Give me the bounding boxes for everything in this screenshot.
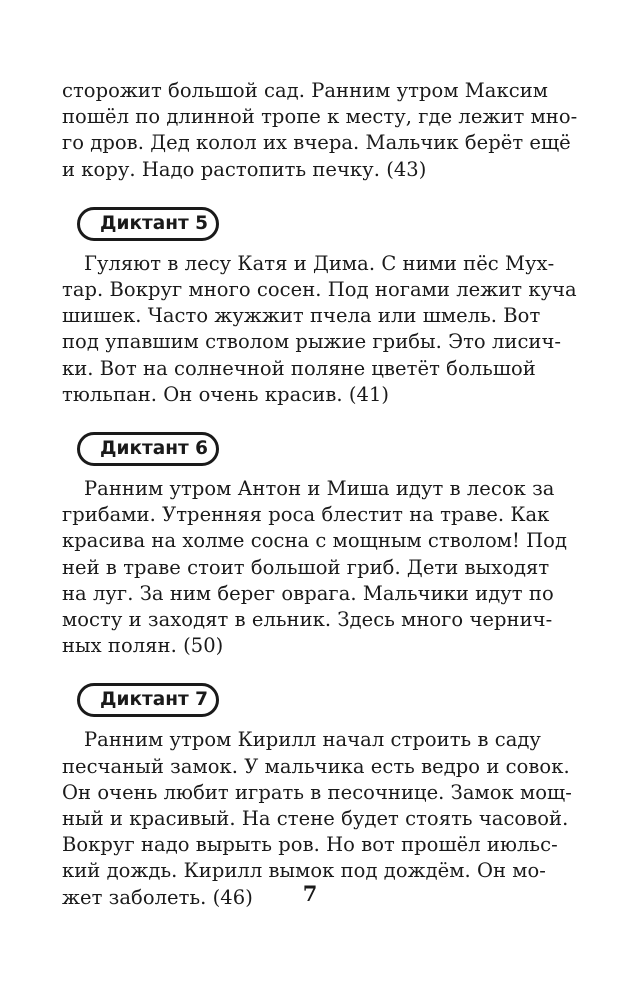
page-number: 7 [302,881,318,906]
dictation-5-text [62,251,577,408]
text-line: ных полян. (50) [62,634,224,658]
dictation-6-heading: Диктант 6 [77,432,219,466]
text-line: на луг. За ним берег оврага. Мальчики идут по [62,581,554,605]
dictation-6-text [62,476,568,659]
text-line: Ранним утром Кирилл начал строить в саду [84,728,541,752]
intro-paragraph [62,78,578,183]
text-line: пошёл по длинной тропе к месту, где лежит мно- [62,105,578,129]
text-line: го дров. Дед колол их вчера. Мальчик берёт ещё [62,131,571,155]
text-line: кий дождь. Кирилл вымок под дождём. Он мо- [62,859,546,883]
text-line: Он очень любит играть в песочнице. Замок мощ- [62,780,572,804]
text-line: песчаный замок. У мальчика есть ведро и совок. [62,754,570,778]
text-line: ный и красивый. На стене будет стоять часовой. [62,807,569,831]
text-line: тар. Вокруг много сосен. Под ногами лежит куча [62,278,577,302]
dictation-6-heading-wrap [62,432,562,472]
text-line: грибами. Утренняя роса блестит на траве. Как [62,503,550,527]
text-line: и кору. Надо растопить печку. (43) [62,157,427,181]
dictation-5-heading: Диктант 5 [77,207,219,241]
text-line: красива на холме сосна с мощным стволом! Под [62,529,568,553]
page-body [62,78,578,911]
text-line: шишек. Часто жужжит пчела или шмель. Вот [62,304,541,328]
text-line: под упавшим стволом рыжие грибы. Это лисич- [62,330,562,354]
text-line: ней в траве стоит большой гриб. Дети выходят [62,555,550,579]
text-line: ки. Вот на солнечной поляне цветёт большой [62,356,536,380]
text-line: Вокруг надо вырыть ров. Но вот прошёл июльс- [62,833,558,857]
text-line: жет заболеть. (46) [62,885,253,909]
text-line: Гуляют в лесу Катя и Дима. С ними пёс Мух- [84,251,555,275]
dictation-7-heading: Диктант 7 [77,683,219,717]
text-line: Ранним утром Антон и Миша идут в лесок за [84,477,555,501]
dictation-7-heading-wrap [62,683,562,723]
dictation-5-heading-wrap [62,207,562,247]
text-line: сторожит большой сад. Ранним утром Максим [62,79,548,102]
text-line: мосту и заходят в ельник. Здесь много чернич- [62,608,553,632]
text-line: тюльпан. Он очень красив. (41) [62,382,390,406]
